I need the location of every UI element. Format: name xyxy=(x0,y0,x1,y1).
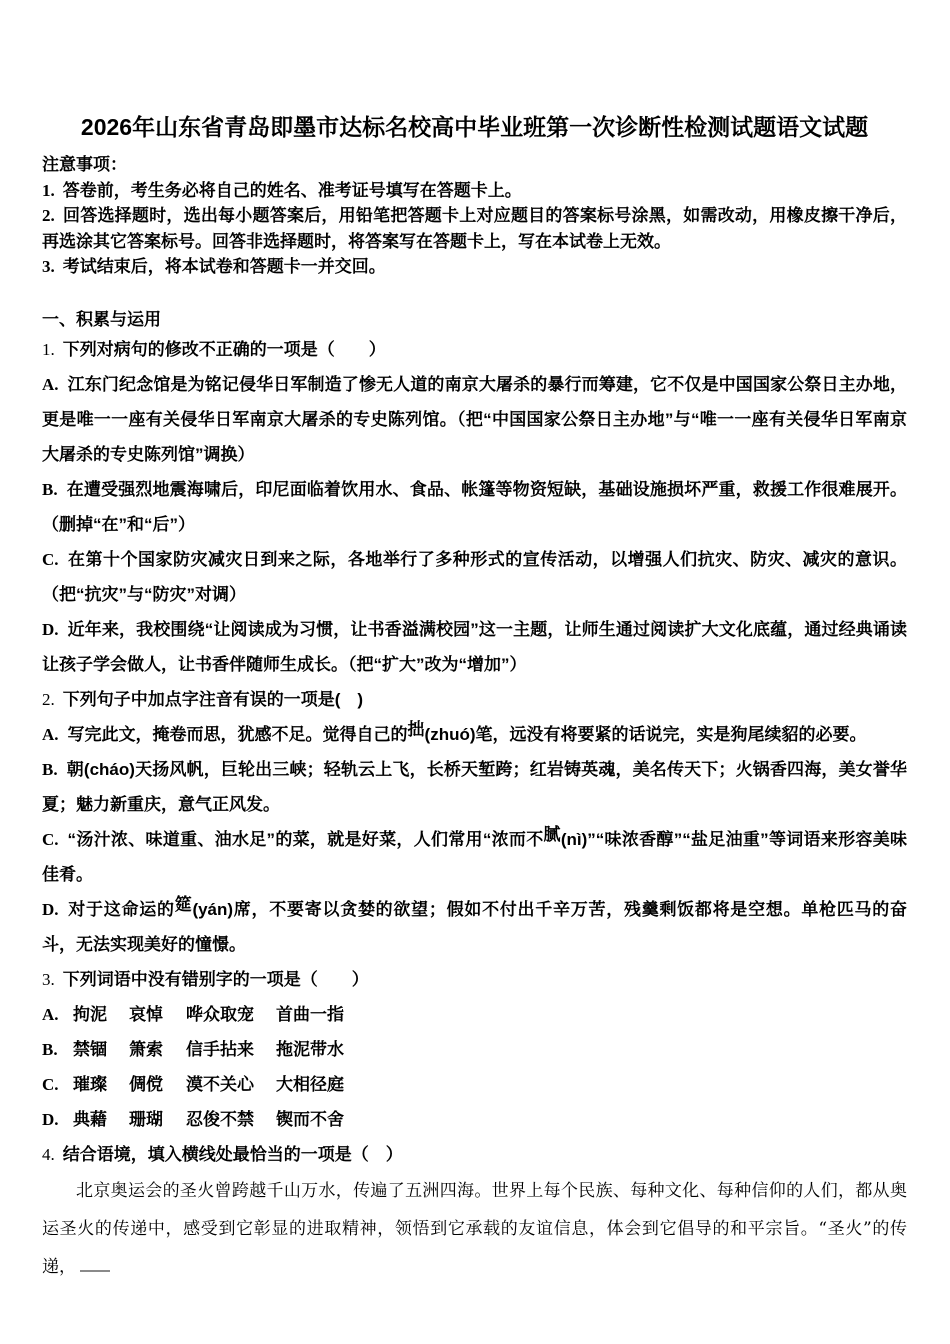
question xyxy=(42,682,907,962)
answer-option xyxy=(42,1032,907,1067)
question-number: 2. xyxy=(42,689,55,709)
question-number: 4. xyxy=(42,1144,55,1164)
option-label: B. xyxy=(42,1039,58,1059)
question-stem-text: 下列词语中没有错别字的一项是（ ） xyxy=(62,969,369,989)
option-label: D. xyxy=(42,619,59,639)
question xyxy=(42,332,907,682)
passage-text: 北京奥运会的圣火曾跨越千山万水，传遍了五洲四海。世界上每个民族、每种文化、每种信仰的人们，都从奥运圣火的传递中，感受到它彰显的进取精神，领悟到它承载的友谊信息，体会到它倡导的和平宗旨。“圣火”的传递， xyxy=(42,1180,907,1277)
option-label: D. xyxy=(42,1109,59,1129)
option-word: 大相径庭 xyxy=(276,1074,344,1094)
option-word: 禁锢 xyxy=(73,1039,107,1059)
option-text: (nì)”“味浓香醇”“盐足油重”等词语来形容美味佳肴。 xyxy=(42,829,908,884)
option-text: 朝(cháo)天扬风帆，巨轮出三峡；轻轨云上飞，长桥天堑跨；红岩铸英魂，美名传天下；火锅香四海，美女誉华夏；魅力新重庆，意气正风发。 xyxy=(42,759,907,814)
option-word: 锲而不舍 xyxy=(276,1109,344,1129)
option-word: 信手拈来 xyxy=(186,1039,254,1059)
page-title: 2026年山东省青岛即墨市达标名校高中毕业班第一次诊断性检测试题语文试题 xyxy=(80,114,869,140)
annotated-character: 筵 xyxy=(174,894,193,914)
question-stem xyxy=(42,682,907,717)
question xyxy=(42,1137,907,1286)
notice-item xyxy=(42,254,907,280)
option-label: D. xyxy=(42,899,59,919)
option-label: C. xyxy=(42,549,59,569)
answer-option xyxy=(42,822,907,892)
option-word: 漠不关心 xyxy=(186,1074,254,1094)
notice-item-number: 2. xyxy=(42,206,55,225)
notice-item-number: 1. xyxy=(42,180,55,200)
option-text: “汤汁浓、味道重、油水足”的菜，就是好菜，人们常用“浓而不 xyxy=(67,829,544,849)
option-word: 璀璨 xyxy=(73,1074,107,1094)
question-number: 3. xyxy=(42,969,55,989)
option-label: A. xyxy=(42,374,59,394)
answer-option xyxy=(42,1102,907,1137)
notice-item xyxy=(42,203,907,254)
option-text: 在遭受强烈地震海啸后，印尼面临着饮用水、食品、帐篷等物资短缺，基础设施损坏严重，救援工作很难展开。（删掉“在”和“后”） xyxy=(42,479,907,534)
question-stem xyxy=(42,332,907,367)
questions-container xyxy=(42,332,907,1286)
notice-item-text: 考试结束后，将本试卷和答题卡一并交回。 xyxy=(62,257,386,276)
answer-option xyxy=(42,892,907,962)
blank-underline xyxy=(80,1266,110,1272)
section-heading: 一、积累与运用 xyxy=(42,309,161,329)
notice-heading: 注意事项： xyxy=(42,155,127,174)
question-stem-text: 下列对病句的修改不正确的一项是（ ） xyxy=(62,339,386,359)
answer-option xyxy=(42,717,907,752)
notice-item-text: 答卷前，考生务必将自己的姓名、准考证号填写在答题卡上。 xyxy=(62,180,522,200)
question-stem xyxy=(42,962,907,997)
option-label: A. xyxy=(42,1004,59,1024)
notice-section xyxy=(42,152,907,280)
question xyxy=(42,962,907,1137)
answer-option xyxy=(42,997,907,1032)
option-label: A. xyxy=(42,724,59,744)
answer-option xyxy=(42,752,907,822)
option-word: 哀悼 xyxy=(129,1004,163,1024)
context-passage xyxy=(42,1172,907,1286)
annotated-character: 腻 xyxy=(543,824,561,844)
option-word: 哗众取宠 xyxy=(186,1004,254,1024)
notice-item-number: 3. xyxy=(42,257,55,276)
option-text: (yán)席，不要寄以贪婪的欲望；假如不付出千辛万苦，残羹剩饭都将是空想。单枪匹马的奋斗，无法实现美好的憧憬。 xyxy=(42,899,908,954)
option-word: 忍俊不禁 xyxy=(186,1109,254,1129)
option-label: C. xyxy=(42,1074,59,1094)
option-word: 珊瑚 xyxy=(129,1109,163,1129)
option-word: 倜傥 xyxy=(129,1074,163,1094)
answer-option xyxy=(42,367,907,472)
option-text: 近年来，我校围绕“让阅读成为习惯，让书香溢满校园”这一主题，让师生通过阅读扩大文化底蕴，通过经典诵读让孩子学会做人，让书香伴随师生成长。（把“扩大”改为“增加”） xyxy=(42,619,907,674)
notice-item-text: 回答选择题时，选出每小题答案后，用铅笔把答题卡上对应题目的答案标号涂黑，如需改动，用橡皮擦干净后，再选涂其它答案标号。回答非选择题时，将答案写在答题卡上，写在本试卷上无效。 xyxy=(42,206,907,251)
answer-option xyxy=(42,472,907,542)
question-stem-text: 下列句子中加点字注音有误的一项是( ) xyxy=(62,689,364,709)
option-label: C. xyxy=(42,829,59,849)
answer-option xyxy=(42,612,907,682)
option-word: 拘泥 xyxy=(73,1004,107,1024)
answer-option xyxy=(42,1067,907,1102)
notice-list xyxy=(42,178,907,280)
option-text: 写完此文，掩卷而思，犹感不足。觉得自己的 xyxy=(67,724,408,744)
option-text: (zhuó)笔，远没有将要紧的话说完，实是狗尾续貂的必要。 xyxy=(424,724,867,744)
option-text: 在第十个国家防灾减灾日到来之际，各地举行了多种形式的宣传活动，以增强人们抗灾、防灾、减灾的意识。（把“抗灾”与“防灾”对调） xyxy=(42,549,907,604)
annotated-character: 拙 xyxy=(407,719,425,739)
option-text: 江东门纪念馆是为铭记侵华日军制造了惨无人道的南京大屠杀的暴行而筹建，它不仅是中国国家公祭日主办地，更是唯一一座有关侵华日军南京大屠杀的专史陈列馆。（把“中国国家公祭日主办地”与“唯一一座有关侵华日军南京大屠杀的专史陈列馆”调换） xyxy=(42,374,907,464)
question-stem xyxy=(42,1137,907,1172)
option-text: 对于这命运的 xyxy=(67,899,175,919)
option-word: 典藉 xyxy=(73,1109,107,1129)
option-word: 拖泥带水 xyxy=(276,1039,344,1059)
answer-option xyxy=(42,542,907,612)
option-label: B. xyxy=(42,759,58,779)
question-stem-text: 结合语境，填入横线处最恰当的一项是（ ） xyxy=(62,1144,403,1164)
question-number: 1. xyxy=(42,339,55,359)
notice-item xyxy=(42,178,907,204)
option-word: 首曲一指 xyxy=(276,1004,344,1024)
option-label: B. xyxy=(42,479,58,499)
option-word: 箫索 xyxy=(129,1039,163,1059)
